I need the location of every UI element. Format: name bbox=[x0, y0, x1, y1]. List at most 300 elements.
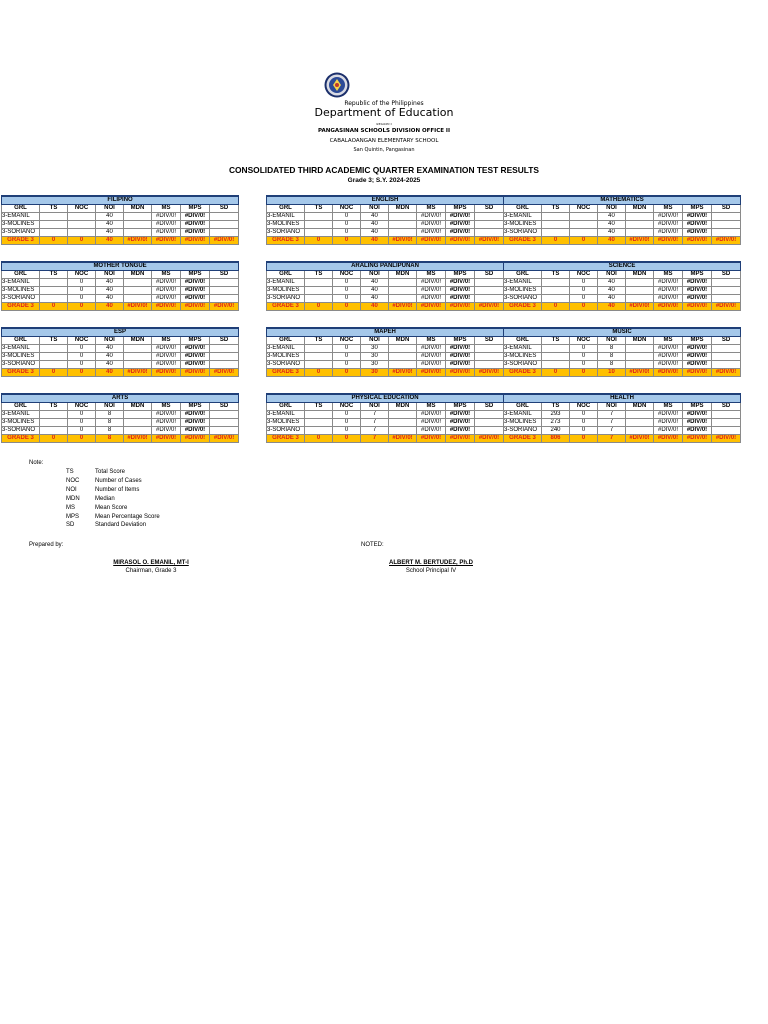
table-cell bbox=[626, 411, 654, 419]
table-cell bbox=[124, 353, 152, 361]
column-header: NOC bbox=[333, 337, 361, 345]
table-cell bbox=[475, 295, 504, 303]
total-cell: #DIV/0! bbox=[475, 303, 504, 311]
subject-table bbox=[266, 393, 504, 443]
column-header: MDN bbox=[389, 403, 417, 411]
table-cell: #DIV/0! bbox=[152, 427, 181, 435]
column-header: NOI bbox=[361, 271, 389, 279]
table-cell bbox=[475, 229, 504, 237]
total-cell: #DIV/0! bbox=[417, 303, 446, 311]
column-header: NOI bbox=[96, 271, 124, 279]
total-cell: #DIV/0! bbox=[417, 237, 446, 245]
table-cell: 3-SORIANO bbox=[504, 427, 542, 435]
column-header: GRL bbox=[2, 271, 40, 279]
column-header: MDN bbox=[389, 337, 417, 345]
table-row bbox=[267, 279, 504, 287]
total-cell: #DIV/0! bbox=[389, 369, 417, 377]
table-cell bbox=[626, 345, 654, 353]
subject-title: ARALING PANLIPUNAN bbox=[267, 262, 504, 271]
table-cell: 40 bbox=[96, 287, 124, 295]
table-cell: #DIV/0! bbox=[654, 279, 683, 287]
table-cell: 3-MOLINES bbox=[2, 287, 40, 295]
total-cell: 0 bbox=[40, 237, 68, 245]
subject-title: ARTS bbox=[2, 394, 239, 403]
column-header: MDN bbox=[389, 271, 417, 279]
table-cell: 40 bbox=[361, 229, 389, 237]
table-cell: #DIV/0! bbox=[181, 287, 210, 295]
table-cell: 3-SORIANO bbox=[504, 361, 542, 369]
grade-total-row bbox=[2, 435, 239, 443]
table-row bbox=[504, 419, 741, 427]
table-cell: #DIV/0! bbox=[446, 229, 475, 237]
table-cell bbox=[570, 221, 598, 229]
table-cell: #DIV/0! bbox=[181, 427, 210, 435]
table-cell: 40 bbox=[598, 221, 626, 229]
deped-seal-icon bbox=[324, 72, 350, 98]
column-header: NOC bbox=[68, 403, 96, 411]
location-line: San Quintin, Pangasinan bbox=[353, 147, 415, 153]
table-cell: 30 bbox=[361, 353, 389, 361]
column-header: SD bbox=[210, 403, 239, 411]
column-header: GRL bbox=[267, 205, 305, 213]
table-cell bbox=[542, 221, 570, 229]
table-cell bbox=[305, 427, 333, 435]
table-cell bbox=[40, 213, 68, 221]
page-title: CONSOLIDATED THIRD ACADEMIC QUARTER EXAMINATION TEST RESULTS bbox=[228, 165, 540, 175]
table-row bbox=[2, 221, 239, 229]
table-row bbox=[267, 345, 504, 353]
table-cell bbox=[626, 427, 654, 435]
table-cell bbox=[626, 221, 654, 229]
table-cell: 3-SORIANO bbox=[267, 295, 305, 303]
subject-table bbox=[266, 261, 504, 311]
column-header: NOC bbox=[570, 403, 598, 411]
column-header: TS bbox=[542, 205, 570, 213]
table-cell: #DIV/0! bbox=[446, 295, 475, 303]
total-cell: 7 bbox=[361, 435, 389, 443]
table-row bbox=[2, 213, 239, 221]
subject-table bbox=[1, 195, 239, 245]
column-header: NOC bbox=[570, 337, 598, 345]
total-cell: 30 bbox=[361, 369, 389, 377]
total-cell: #DIV/0! bbox=[181, 435, 210, 443]
column-header: NOI bbox=[361, 205, 389, 213]
table-cell bbox=[124, 287, 152, 295]
total-cell: 0 bbox=[333, 369, 361, 377]
total-cell: GRADE 3 bbox=[2, 435, 40, 443]
column-header: NOC bbox=[333, 205, 361, 213]
table-cell: 40 bbox=[361, 295, 389, 303]
table-cell bbox=[40, 411, 68, 419]
note-meaning: Number of Cases bbox=[95, 478, 142, 484]
table-cell: #DIV/0! bbox=[446, 361, 475, 369]
table-row bbox=[504, 221, 741, 229]
total-cell: #DIV/0! bbox=[475, 369, 504, 377]
subject-table bbox=[503, 393, 741, 443]
table-cell: 3-EMANIL bbox=[504, 279, 542, 287]
total-cell: #DIV/0! bbox=[712, 303, 741, 311]
column-header: GRL bbox=[2, 403, 40, 411]
table-cell bbox=[210, 221, 239, 229]
column-header: NOC bbox=[333, 271, 361, 279]
table-cell bbox=[210, 353, 239, 361]
note-abbr: MS bbox=[66, 505, 75, 511]
table-cell: 0 bbox=[68, 427, 96, 435]
table-cell: 3-MOLINES bbox=[2, 353, 40, 361]
table-cell: #DIV/0! bbox=[417, 287, 446, 295]
table-cell bbox=[40, 361, 68, 369]
table-cell: 40 bbox=[598, 279, 626, 287]
table-cell: 0 bbox=[333, 221, 361, 229]
table-cell: 3-EMANIL bbox=[504, 411, 542, 419]
table-cell: 0 bbox=[68, 287, 96, 295]
table-row bbox=[504, 361, 741, 369]
table-cell: #DIV/0! bbox=[152, 295, 181, 303]
table-cell: #DIV/0! bbox=[446, 345, 475, 353]
column-header: NOI bbox=[96, 403, 124, 411]
total-cell: #DIV/0! bbox=[626, 303, 654, 311]
table-cell bbox=[210, 287, 239, 295]
table-cell: #DIV/0! bbox=[417, 427, 446, 435]
table-cell bbox=[40, 427, 68, 435]
table-cell: #DIV/0! bbox=[417, 221, 446, 229]
column-header: MS bbox=[417, 403, 446, 411]
table-cell: #DIV/0! bbox=[152, 229, 181, 237]
table-row bbox=[2, 411, 239, 419]
table-row bbox=[504, 427, 741, 435]
table-cell: 0 bbox=[68, 419, 96, 427]
total-cell: #DIV/0! bbox=[124, 237, 152, 245]
column-header: TS bbox=[305, 205, 333, 213]
table-cell bbox=[68, 221, 96, 229]
table-row bbox=[267, 427, 504, 435]
column-header: MDN bbox=[626, 205, 654, 213]
note-abbr: MPS bbox=[66, 514, 80, 520]
table-cell bbox=[712, 295, 741, 303]
grade-total-row bbox=[267, 369, 504, 377]
table-cell bbox=[305, 411, 333, 419]
total-cell: 0 bbox=[333, 237, 361, 245]
table-cell: 40 bbox=[96, 353, 124, 361]
total-cell: #DIV/0! bbox=[683, 369, 712, 377]
column-header: MPS bbox=[446, 205, 475, 213]
table-cell: #DIV/0! bbox=[654, 221, 683, 229]
table-cell: 293 bbox=[542, 411, 570, 419]
table-cell: 0 bbox=[333, 295, 361, 303]
table-cell bbox=[712, 279, 741, 287]
table-row bbox=[267, 213, 504, 221]
grade-total-row bbox=[267, 303, 504, 311]
table-cell bbox=[626, 229, 654, 237]
column-header: MS bbox=[417, 205, 446, 213]
column-header: GRL bbox=[504, 271, 542, 279]
total-cell: GRADE 3 bbox=[267, 369, 305, 377]
table-cell: 3-EMANIL bbox=[267, 213, 305, 221]
total-cell: #DIV/0! bbox=[152, 237, 181, 245]
total-cell: #DIV/0! bbox=[712, 237, 741, 245]
table-cell bbox=[475, 279, 504, 287]
table-cell: #DIV/0! bbox=[417, 345, 446, 353]
total-cell: #DIV/0! bbox=[210, 435, 239, 443]
column-header: MS bbox=[654, 403, 683, 411]
note-meaning: Mean Percentage Score bbox=[95, 514, 160, 520]
table-row bbox=[267, 295, 504, 303]
total-cell: #DIV/0! bbox=[626, 435, 654, 443]
total-cell: 40 bbox=[361, 237, 389, 245]
table-cell: 0 bbox=[570, 419, 598, 427]
grade-total-row bbox=[2, 369, 239, 377]
total-cell: #DIV/0! bbox=[654, 369, 683, 377]
table-cell: 0 bbox=[68, 411, 96, 419]
subject-title: FILIPINO bbox=[2, 196, 239, 205]
table-cell: #DIV/0! bbox=[152, 345, 181, 353]
column-header: GRL bbox=[267, 403, 305, 411]
total-cell: 40 bbox=[96, 303, 124, 311]
column-header: MPS bbox=[683, 337, 712, 345]
table-cell: 273 bbox=[542, 419, 570, 427]
total-cell: #DIV/0! bbox=[654, 237, 683, 245]
total-cell: #DIV/0! bbox=[683, 237, 712, 245]
total-cell: GRADE 3 bbox=[504, 237, 542, 245]
subject-table bbox=[1, 393, 239, 443]
column-header: SD bbox=[475, 205, 504, 213]
table-cell: #DIV/0! bbox=[417, 295, 446, 303]
total-cell: 0 bbox=[305, 369, 333, 377]
table-cell: 0 bbox=[570, 279, 598, 287]
column-header: MPS bbox=[446, 403, 475, 411]
table-cell bbox=[626, 279, 654, 287]
table-cell: 3-SORIANO bbox=[504, 229, 542, 237]
table-cell: 40 bbox=[598, 229, 626, 237]
total-cell: #DIV/0! bbox=[210, 237, 239, 245]
column-header: SD bbox=[712, 403, 741, 411]
table-cell bbox=[68, 213, 96, 221]
table-cell bbox=[210, 411, 239, 419]
subject-title: MUSIC bbox=[504, 328, 741, 337]
table-cell bbox=[40, 229, 68, 237]
column-header: SD bbox=[210, 205, 239, 213]
table-cell: 3-EMANIL bbox=[504, 213, 542, 221]
table-cell bbox=[124, 279, 152, 287]
column-header: MPS bbox=[683, 205, 712, 213]
table-cell bbox=[305, 419, 333, 427]
table-cell bbox=[389, 411, 417, 419]
table-cell: #DIV/0! bbox=[181, 411, 210, 419]
table-cell bbox=[40, 353, 68, 361]
total-cell: #DIV/0! bbox=[446, 369, 475, 377]
grade-total-row bbox=[504, 369, 741, 377]
total-cell: #DIV/0! bbox=[152, 303, 181, 311]
table-cell: 0 bbox=[570, 427, 598, 435]
total-cell: #DIV/0! bbox=[683, 435, 712, 443]
table-cell: 40 bbox=[361, 287, 389, 295]
total-cell: 0 bbox=[333, 435, 361, 443]
subject-table bbox=[503, 327, 741, 377]
table-cell bbox=[389, 345, 417, 353]
table-cell: 3-EMANIL bbox=[267, 279, 305, 287]
column-header: MS bbox=[417, 337, 446, 345]
table-cell: #DIV/0! bbox=[181, 353, 210, 361]
table-cell bbox=[124, 229, 152, 237]
table-cell bbox=[712, 361, 741, 369]
total-cell: 40 bbox=[96, 237, 124, 245]
table-cell bbox=[712, 221, 741, 229]
total-cell: 0 bbox=[542, 303, 570, 311]
table-row bbox=[504, 229, 741, 237]
table-cell bbox=[475, 345, 504, 353]
table-cell: 0 bbox=[333, 345, 361, 353]
table-cell: 3-EMANIL bbox=[2, 411, 40, 419]
table-cell: #DIV/0! bbox=[683, 353, 712, 361]
table-cell: 7 bbox=[361, 419, 389, 427]
table-row bbox=[2, 353, 239, 361]
total-cell: #DIV/0! bbox=[626, 237, 654, 245]
column-header: MDN bbox=[124, 205, 152, 213]
note-abbr: SD bbox=[66, 522, 75, 528]
subject-title: ESP bbox=[2, 328, 239, 337]
total-cell: #DIV/0! bbox=[712, 369, 741, 377]
table-cell bbox=[305, 229, 333, 237]
table-row bbox=[504, 345, 741, 353]
total-cell: 0 bbox=[68, 237, 96, 245]
table-cell: #DIV/0! bbox=[683, 361, 712, 369]
table-cell: 40 bbox=[96, 221, 124, 229]
column-header: NOI bbox=[598, 403, 626, 411]
note-abbr: NOC bbox=[66, 478, 80, 484]
table-cell: 0 bbox=[333, 427, 361, 435]
column-header: TS bbox=[40, 403, 68, 411]
total-cell: 0 bbox=[305, 303, 333, 311]
table-cell: 0 bbox=[68, 279, 96, 287]
table-cell: 0 bbox=[333, 361, 361, 369]
column-header: TS bbox=[305, 271, 333, 279]
note-meaning: Total Score bbox=[95, 469, 126, 475]
table-cell bbox=[40, 419, 68, 427]
total-cell: 40 bbox=[361, 303, 389, 311]
table-cell: 0 bbox=[333, 419, 361, 427]
subject-title: MOTHER TONGUE bbox=[2, 262, 239, 271]
table-row bbox=[267, 221, 504, 229]
total-cell: GRADE 3 bbox=[2, 303, 40, 311]
column-header: MPS bbox=[181, 271, 210, 279]
table-cell bbox=[712, 345, 741, 353]
table-cell: #DIV/0! bbox=[181, 361, 210, 369]
total-cell: #DIV/0! bbox=[712, 435, 741, 443]
grade-total-row bbox=[504, 237, 741, 245]
table-cell bbox=[542, 361, 570, 369]
table-cell bbox=[305, 295, 333, 303]
table-cell: #DIV/0! bbox=[654, 427, 683, 435]
subject-table bbox=[503, 261, 741, 311]
table-cell bbox=[68, 229, 96, 237]
table-cell: #DIV/0! bbox=[417, 279, 446, 287]
column-header: MS bbox=[152, 205, 181, 213]
grade-total-row bbox=[2, 303, 239, 311]
table-cell: 3-EMANIL bbox=[2, 345, 40, 353]
table-cell bbox=[124, 361, 152, 369]
subject-title: MAPEH bbox=[267, 328, 504, 337]
table-row bbox=[267, 419, 504, 427]
table-cell bbox=[124, 213, 152, 221]
table-cell: #DIV/0! bbox=[446, 279, 475, 287]
table-cell: 0 bbox=[68, 345, 96, 353]
table-cell: #DIV/0! bbox=[446, 411, 475, 419]
subject-table bbox=[503, 195, 741, 245]
table-cell: #DIV/0! bbox=[181, 295, 210, 303]
table-cell: 3-MOLINES bbox=[504, 419, 542, 427]
total-cell: #DIV/0! bbox=[124, 369, 152, 377]
column-header: MPS bbox=[181, 337, 210, 345]
total-cell: #DIV/0! bbox=[210, 369, 239, 377]
table-cell bbox=[475, 361, 504, 369]
table-cell: #DIV/0! bbox=[654, 361, 683, 369]
table-row bbox=[267, 411, 504, 419]
total-cell: #DIV/0! bbox=[417, 435, 446, 443]
column-header: MPS bbox=[181, 205, 210, 213]
preparer-title: Chairman, Grade 3 bbox=[125, 568, 177, 574]
column-header: TS bbox=[40, 271, 68, 279]
total-cell: #DIV/0! bbox=[389, 435, 417, 443]
table-cell: 8 bbox=[96, 419, 124, 427]
table-cell: #DIV/0! bbox=[683, 411, 712, 419]
total-cell: 0 bbox=[570, 303, 598, 311]
column-header: TS bbox=[542, 403, 570, 411]
table-cell: 0 bbox=[570, 345, 598, 353]
table-cell: 3-SORIANO bbox=[504, 295, 542, 303]
table-cell: 3-SORIANO bbox=[267, 229, 305, 237]
table-cell bbox=[124, 221, 152, 229]
table-cell: #DIV/0! bbox=[683, 419, 712, 427]
table-row bbox=[2, 419, 239, 427]
department-name: Department of Education bbox=[314, 106, 454, 119]
table-cell: 0 bbox=[570, 353, 598, 361]
subject-title: ENGLISH bbox=[267, 196, 504, 205]
note-meaning: Standard Deviation bbox=[95, 522, 147, 528]
column-header: GRL bbox=[267, 337, 305, 345]
column-header: NOC bbox=[570, 205, 598, 213]
table-cell: #DIV/0! bbox=[446, 353, 475, 361]
table-cell: #DIV/0! bbox=[181, 221, 210, 229]
table-cell bbox=[475, 353, 504, 361]
table-cell: 40 bbox=[598, 287, 626, 295]
table-cell: 3-EMANIL bbox=[267, 345, 305, 353]
prepared-by-label: Prepared by: bbox=[29, 542, 64, 548]
column-header: MPS bbox=[446, 337, 475, 345]
column-header: MPS bbox=[683, 271, 712, 279]
total-cell: #DIV/0! bbox=[417, 369, 446, 377]
table-cell bbox=[475, 427, 504, 435]
total-cell: #DIV/0! bbox=[389, 237, 417, 245]
table-cell bbox=[570, 229, 598, 237]
table-cell bbox=[389, 361, 417, 369]
table-cell: 40 bbox=[598, 213, 626, 221]
table-cell: 3-MOLINES bbox=[2, 221, 40, 229]
table-cell: 3-MOLINES bbox=[267, 353, 305, 361]
total-cell: #DIV/0! bbox=[654, 303, 683, 311]
table-cell: #DIV/0! bbox=[446, 287, 475, 295]
page-subtitle: Grade 3; S.Y. 2024-2025 bbox=[347, 177, 421, 184]
subject-table bbox=[266, 195, 504, 245]
table-cell bbox=[542, 287, 570, 295]
table-cell: 30 bbox=[361, 361, 389, 369]
column-header: NOI bbox=[96, 337, 124, 345]
table-cell bbox=[542, 345, 570, 353]
table-cell bbox=[210, 361, 239, 369]
column-header: MPS bbox=[683, 403, 712, 411]
table-cell: #DIV/0! bbox=[417, 411, 446, 419]
table-row bbox=[504, 287, 741, 295]
table-cell bbox=[40, 221, 68, 229]
